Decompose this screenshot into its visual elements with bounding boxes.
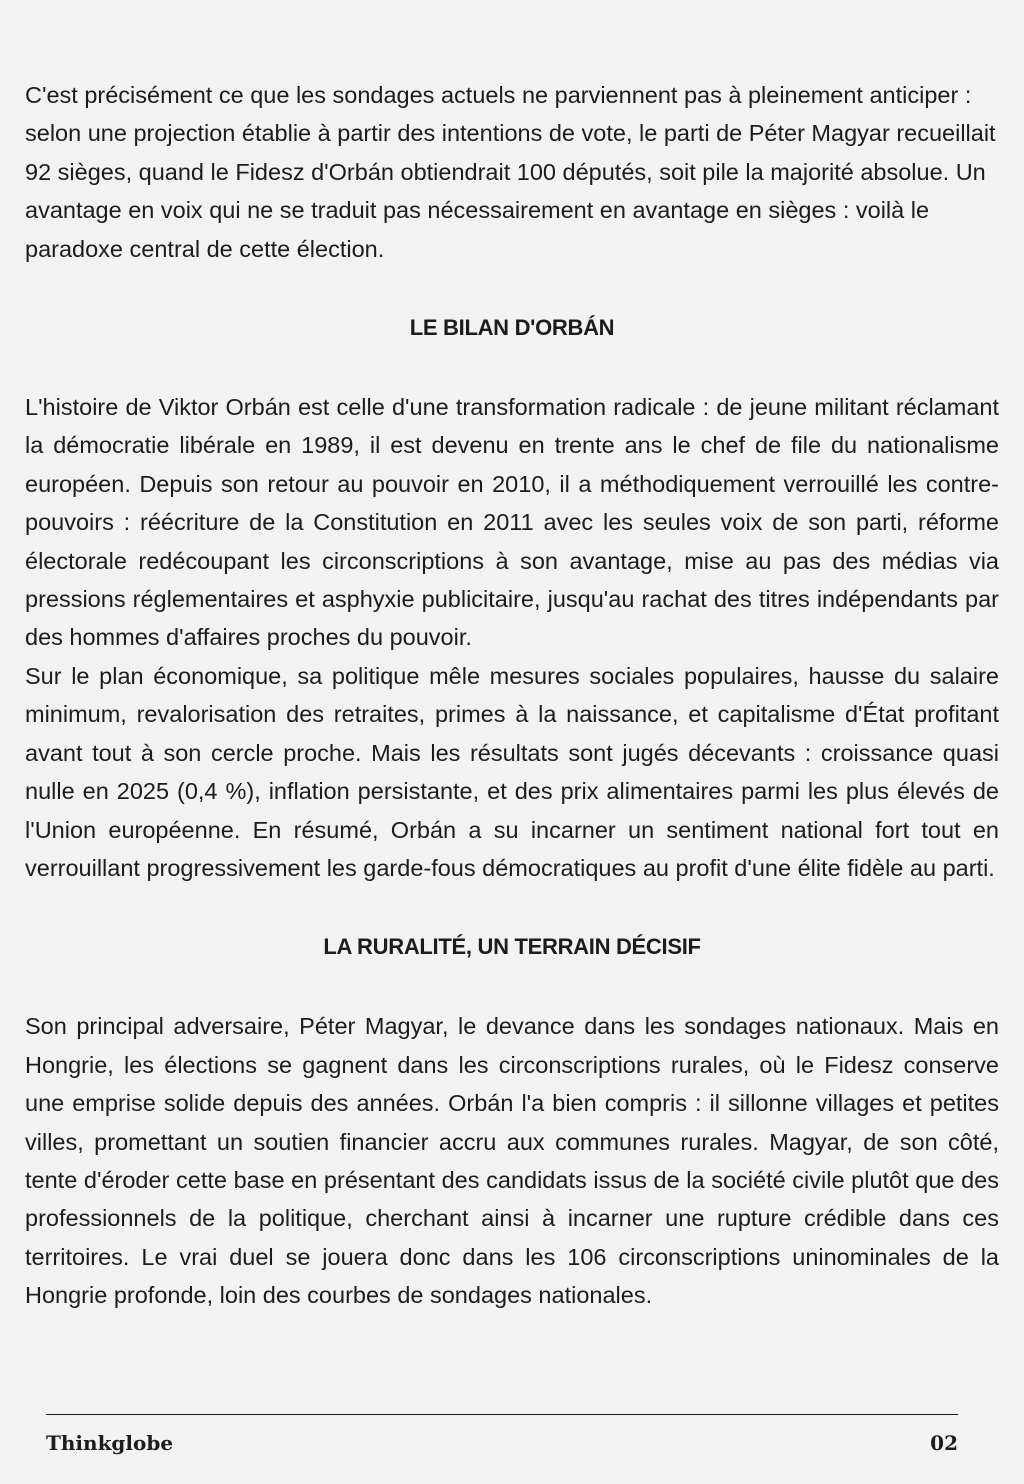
page-number: 02 <box>930 1431 958 1455</box>
paragraph-bilan-1: L'histoire de Viktor Orbán est celle d'une transformation radicale : de jeune militant réclamant la démocratie libérale en 1989, il est devenu en trente ans le chef de file du nationalisme européen. Depuis son retour au pouvoir en 2010, il a méthodiquement verrouillé les contre-pouvoirs : réécriture de la Constitution en 2011 avec les seules voix de son parti, réforme électorale redécoupant les circonscriptions à son avantage, mise au pas des médias via pressions réglementaires et asphyxie publicitaire, jusqu'au rachat des titres indépendants par des hommes d'affaires proches du pouvoir. <box>25 394 999 651</box>
section-heading-ruralite: LA RURALITÉ, UN TERRAIN DÉCISIF <box>323 934 701 960</box>
intro-paragraph: C'est précisément ce que les sondages actuels ne parviennent pas à pleinement anticiper : selon une projection établie à partir des intentions de vote, le parti de Péter Magyar recueillait 92 sièges, quand le Fidesz d'Orbán obtiendrait 100 députés, soit pile la majorité absolue. Un avantage en voix qui ne se traduit pas nécessairement en avantage en sièges : voilà le paradoxe central de cette élection. <box>25 82 996 262</box>
article-body <box>25 76 999 1315</box>
section-heading-bilan: LE BILAN D'ORBÁN <box>409 315 615 341</box>
page-footer <box>46 1414 958 1455</box>
paragraph-ruralite-1: Son principal adversaire, Péter Magyar, le devance dans les sondages nationaux. Mais en Hongrie, les élections se gagnent dans les circonscriptions rurales, où le Fidesz conserve une emprise solide depuis des années. Orbán l'a bien compris : il sillonne villages et petites villes, promettant un soutien financier accru aux communes rurales. Magyar, de son côté, tente d'éroder cette base en présentant des candidats issus de la société civile plutôt que des professionnels de la politique, cherchant ainsi à incarner une rupture crédible dans ces territoires. Le vrai duel se jouera donc dans les 106 circonscriptions uninominales de la Hongrie profonde, loin des courbes de sondages nationales. <box>25 1013 999 1309</box>
paragraph-bilan-2: Sur le plan économique, sa politique mêle mesures sociales populaires, hausse du salaire minimum, revalorisation des retraites, primes à la naissance, et capitalisme d'État profitant avant tout à son cercle proche. Mais les résultats sont jugés décevants : croissance quasi nulle en 2025 (0,4 %), inflation persistante, et des prix alimentaires parmi les plus élevés de l'Union européenne. En résumé, Orbán a su incarner un sentiment national fort tout en verrouillant progressivement les garde-fous démocratiques au profit d'une élite fidèle au parti. <box>25 662 999 881</box>
footer-brand: Thinkglobe <box>46 1431 174 1455</box>
